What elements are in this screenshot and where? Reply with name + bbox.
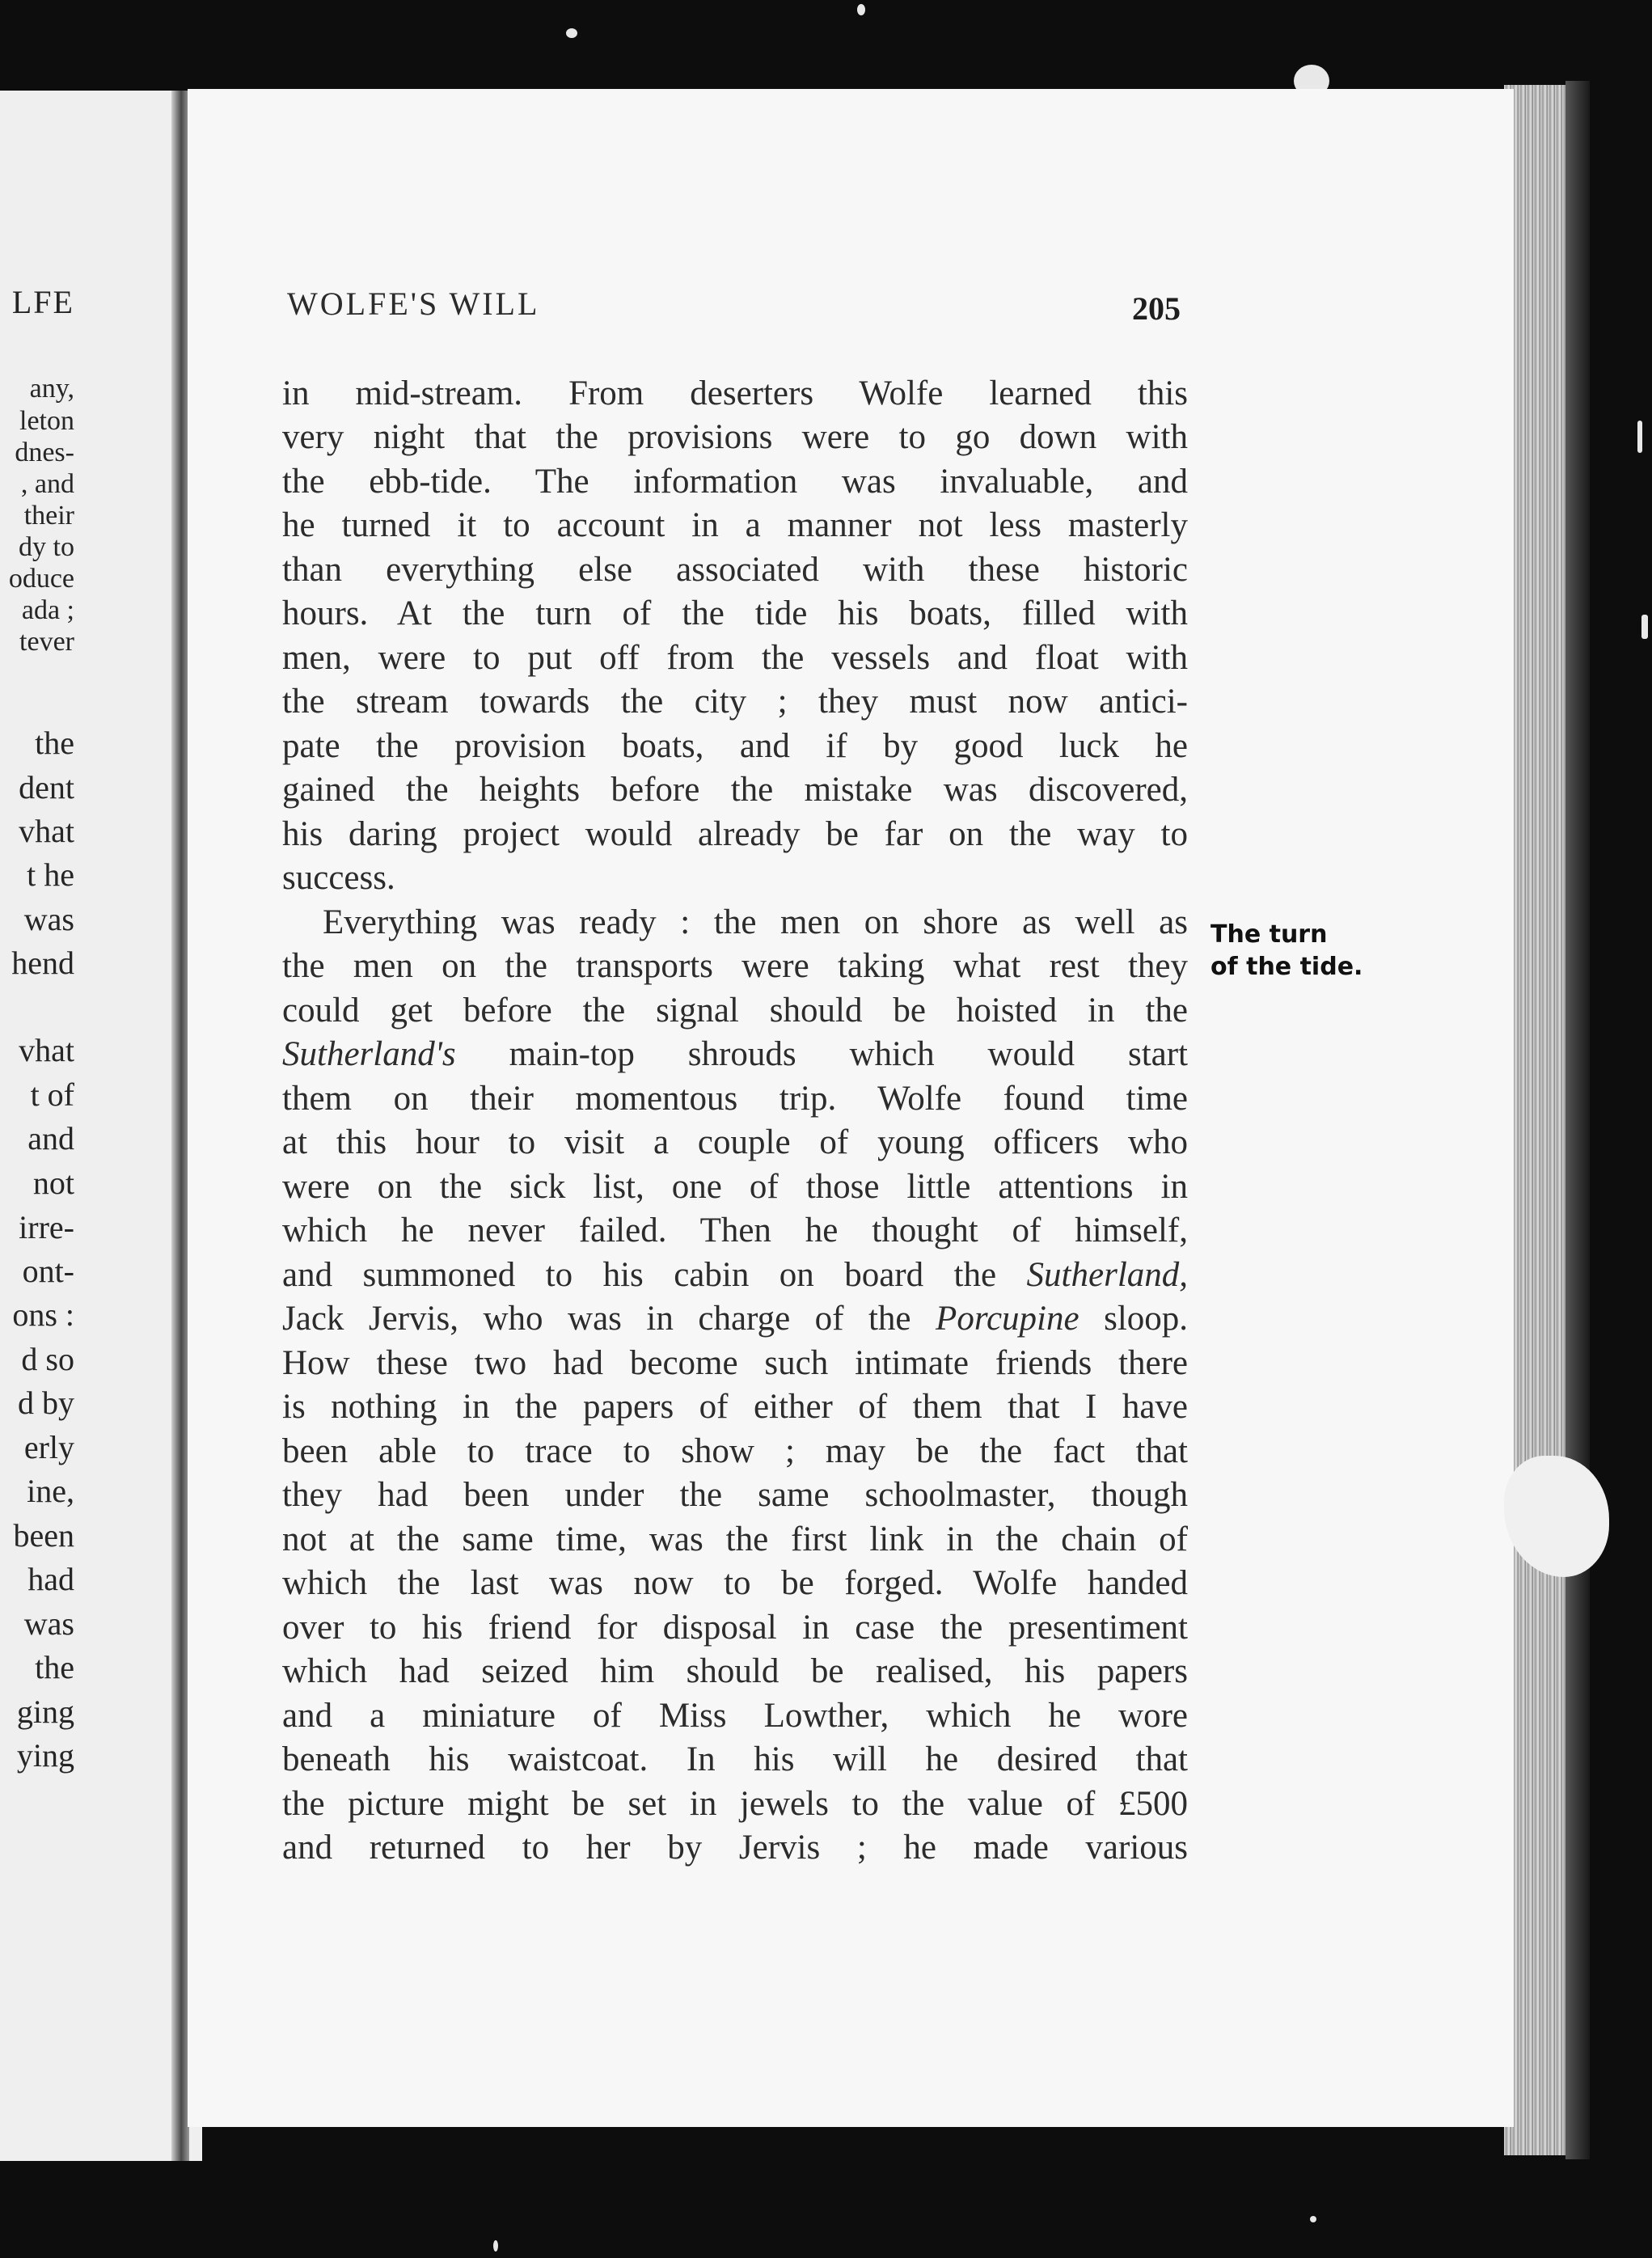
margin-note-line: The turn [1210, 920, 1328, 949]
dust-speck [1310, 2216, 1316, 2222]
text-line: hours. At the turn of the tide his boats, filled with [282, 594, 1188, 632]
text-line: at this hour to visit a couple of young officers who [282, 1123, 1188, 1161]
text-line: could get before the signal should be hoisted in the [282, 992, 1188, 1030]
text-line: How these two had become such intimate friends there [282, 1344, 1188, 1382]
left-line: vhat [19, 813, 74, 849]
text-line [282, 1254, 1188, 1296]
text-line: men, were to put off from the vessels and float with [282, 639, 1188, 677]
ship-name: Porcupine [936, 1300, 1080, 1338]
text-line: than everything else associated with these historic [282, 551, 1188, 589]
text-line: and returned to her by Jervis ; he made various [282, 1829, 1188, 1867]
text-line [282, 1298, 1188, 1340]
book-gutter [171, 91, 189, 2161]
margin-note [1210, 919, 1363, 983]
text-run: and summoned to his cabin on board the [282, 1256, 997, 1294]
text-line: which the last was now to be forged. Wolfe handed [282, 1564, 1188, 1602]
text-line: his daring project would already be far on the way to [282, 815, 1188, 853]
text-line: in mid-stream. From deserters Wolfe learned this [282, 374, 1188, 412]
margin-note-line: of the tide. [1210, 953, 1363, 981]
text-line: and a miniature of Miss Lowther, which he wore [282, 1697, 1188, 1735]
text-line: gained the heights before the mistake was discovered, [282, 771, 1188, 809]
dust-speck [493, 2240, 498, 2252]
left-line: tever [19, 627, 74, 657]
left-line: was [23, 1605, 74, 1642]
text-line: pate the provision boats, and if by good luck he [282, 727, 1188, 765]
left-line: ons : [12, 1296, 74, 1333]
cover-edge [1565, 81, 1590, 2159]
text-line: beneath his waistcoat. In his will he desired that [282, 1740, 1188, 1778]
text-run: sloop. [1104, 1300, 1189, 1338]
text-line: Everything was ready : the men on shore as well as [323, 903, 1188, 941]
left-line: ine, [27, 1473, 74, 1509]
text-line: is nothing in the papers of either of them that I have [282, 1388, 1188, 1426]
left-line: ying [16, 1737, 74, 1774]
dust-speck [566, 28, 577, 38]
left-line: dy to [19, 532, 74, 562]
text-run: main-top shrouds which would start [509, 1035, 1188, 1073]
text-line: them on their momentous trip. Wolfe found time [282, 1080, 1188, 1118]
dust-speck [1641, 615, 1648, 639]
left-line: not [32, 1165, 74, 1201]
left-line: oduce [8, 564, 74, 594]
text-line: the men on the transports were taking what rest they [282, 947, 1188, 985]
text-line [282, 1034, 1188, 1076]
left-line: t of [30, 1076, 74, 1113]
left-line: erly [23, 1429, 74, 1465]
ship-name: Sutherland's [282, 1035, 456, 1073]
left-line: and [27, 1120, 74, 1156]
left-line: dnes- [15, 438, 74, 467]
left-line: leton [19, 406, 74, 436]
left-line: dent [19, 769, 74, 806]
left-line: ont- [22, 1253, 74, 1289]
page-number: 205 [1132, 290, 1181, 327]
left-line: d so [21, 1341, 74, 1377]
left-line: hend [11, 945, 74, 981]
text-line: were on the sick list, one of those little attentions in [282, 1168, 1188, 1206]
text-line: they had been under the same schoolmaster, though [282, 1476, 1188, 1514]
dust-speck [857, 4, 865, 15]
text-line: very night that the provisions were to go down with [282, 418, 1188, 456]
left-line: the [35, 1649, 74, 1685]
left-line: t he [27, 856, 74, 893]
text-run: Jack Jervis, who was in charge of the [282, 1300, 911, 1338]
left-line: been [13, 1517, 74, 1554]
text-line: which he never failed. Then he thought of himself, [282, 1211, 1188, 1250]
left-line: vhat [19, 1032, 74, 1068]
text-line: the picture might be set in jewels to the value of £500 [282, 1785, 1188, 1823]
left-page-header: LFE [11, 284, 74, 320]
left-line: d by [18, 1385, 74, 1421]
page-edges [1504, 85, 1569, 2155]
text-line: over to his friend for disposal in case the presentiment [282, 1609, 1188, 1647]
text-line: success. [282, 859, 395, 897]
left-line: the [35, 725, 74, 761]
left-line: ada ; [21, 595, 74, 625]
left-line: irre- [19, 1209, 74, 1245]
left-line: any, [29, 374, 74, 404]
left-line: ging [16, 1694, 74, 1730]
text-line: not at the same time, was the first link in the chain of [282, 1520, 1188, 1558]
left-line: their [23, 501, 74, 531]
left-line: was [23, 901, 74, 937]
left-line: had [27, 1561, 74, 1597]
running-head: WOLFE'S WILL [287, 285, 540, 322]
text-line: the ebb-tide. The information was invaluable, and [282, 463, 1188, 501]
text-line: been able to trace to show ; may be the fact that [282, 1432, 1188, 1470]
text-line: he turned it to account in a manner not less masterly [282, 506, 1188, 544]
dust-speck [1637, 421, 1642, 453]
ship-name: Sutherland, [1026, 1256, 1189, 1294]
text-line: which had seized him should be realised, his papers [282, 1652, 1188, 1690]
text-line: the stream towards the city ; they must now antici- [282, 683, 1188, 721]
left-line: , and [20, 469, 74, 499]
